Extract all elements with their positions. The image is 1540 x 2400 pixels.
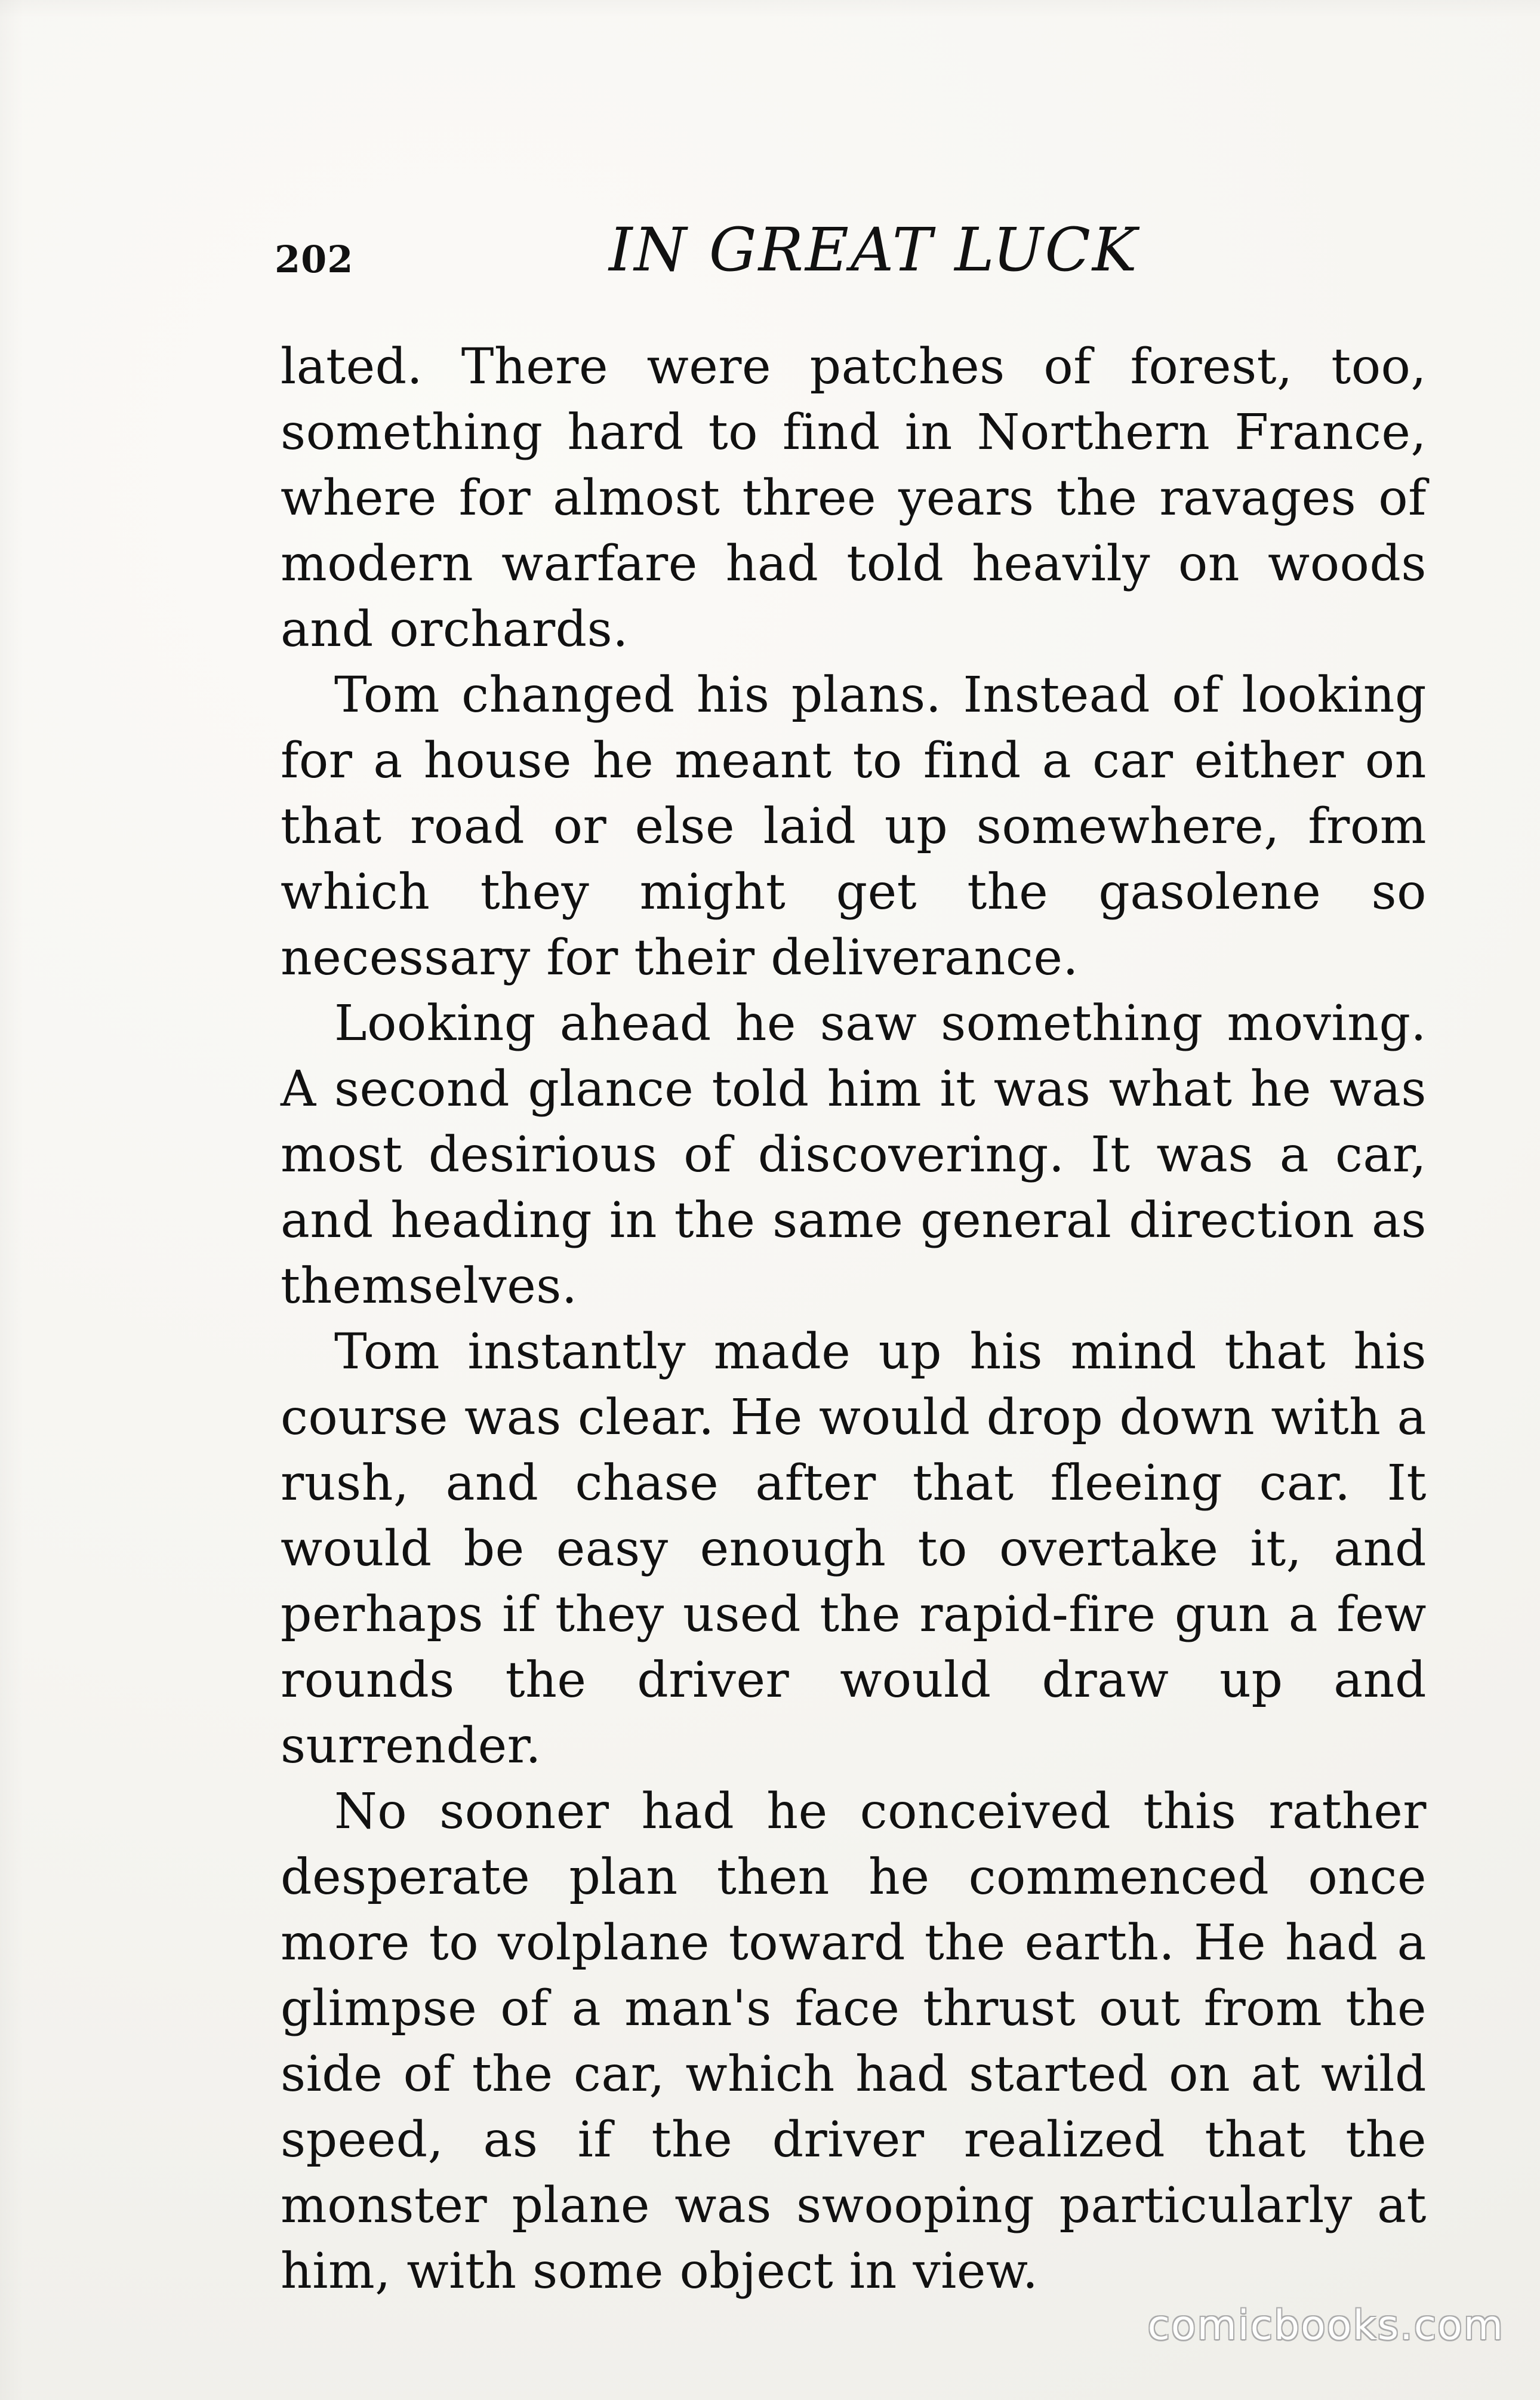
site-watermark: comicbooks.com — [1147, 2302, 1504, 2349]
paragraph-3: Looking ahead he saw something moving. A second glance told him it was what he was most desirious of discovering. It was a car, and heading in the same general direction as themselves. — [281, 995, 1427, 1315]
page-number: 202 — [275, 238, 354, 281]
paragraph-5: No sooner had he conceived this rather desperate plan then he commenced once more to volplane toward the earth. He had a glimpse of a man's face thrust out from the side of the car, which had started on at wild speed, as if the driver realized that the monster plane was swooping particularly at him, with some object in view. — [281, 1783, 1427, 2300]
page-edge-shadow-left — [0, 0, 24, 2400]
page-header — [275, 215, 1415, 299]
page-edge-shadow-top — [0, 0, 1540, 18]
paragraph-4: Tom instantly made up his mind that his course was clear. He would drop down with a rush, and chase after that fleeing car. It would be easy enough to overtake it, and perhaps if they used the rapid-fire gun a few rounds the driver would draw up and surrender. — [281, 1324, 1427, 1774]
running-title: IN GREAT LUCK — [609, 215, 1139, 285]
paragraph-1: lated. There were patches of forest, too, something hard to find in Northern France, where for almost three years the ravages of modern warfare had told heavily on woods and orchards. — [281, 339, 1427, 658]
page-text-area — [281, 334, 1427, 2300]
paragraph-2: Tom changed his plans. Instead of looking for a house he meant to find a car either on that road or else laid up somewhere, from which they might get the gasolene so necessary for their deliverance. — [281, 667, 1427, 986]
